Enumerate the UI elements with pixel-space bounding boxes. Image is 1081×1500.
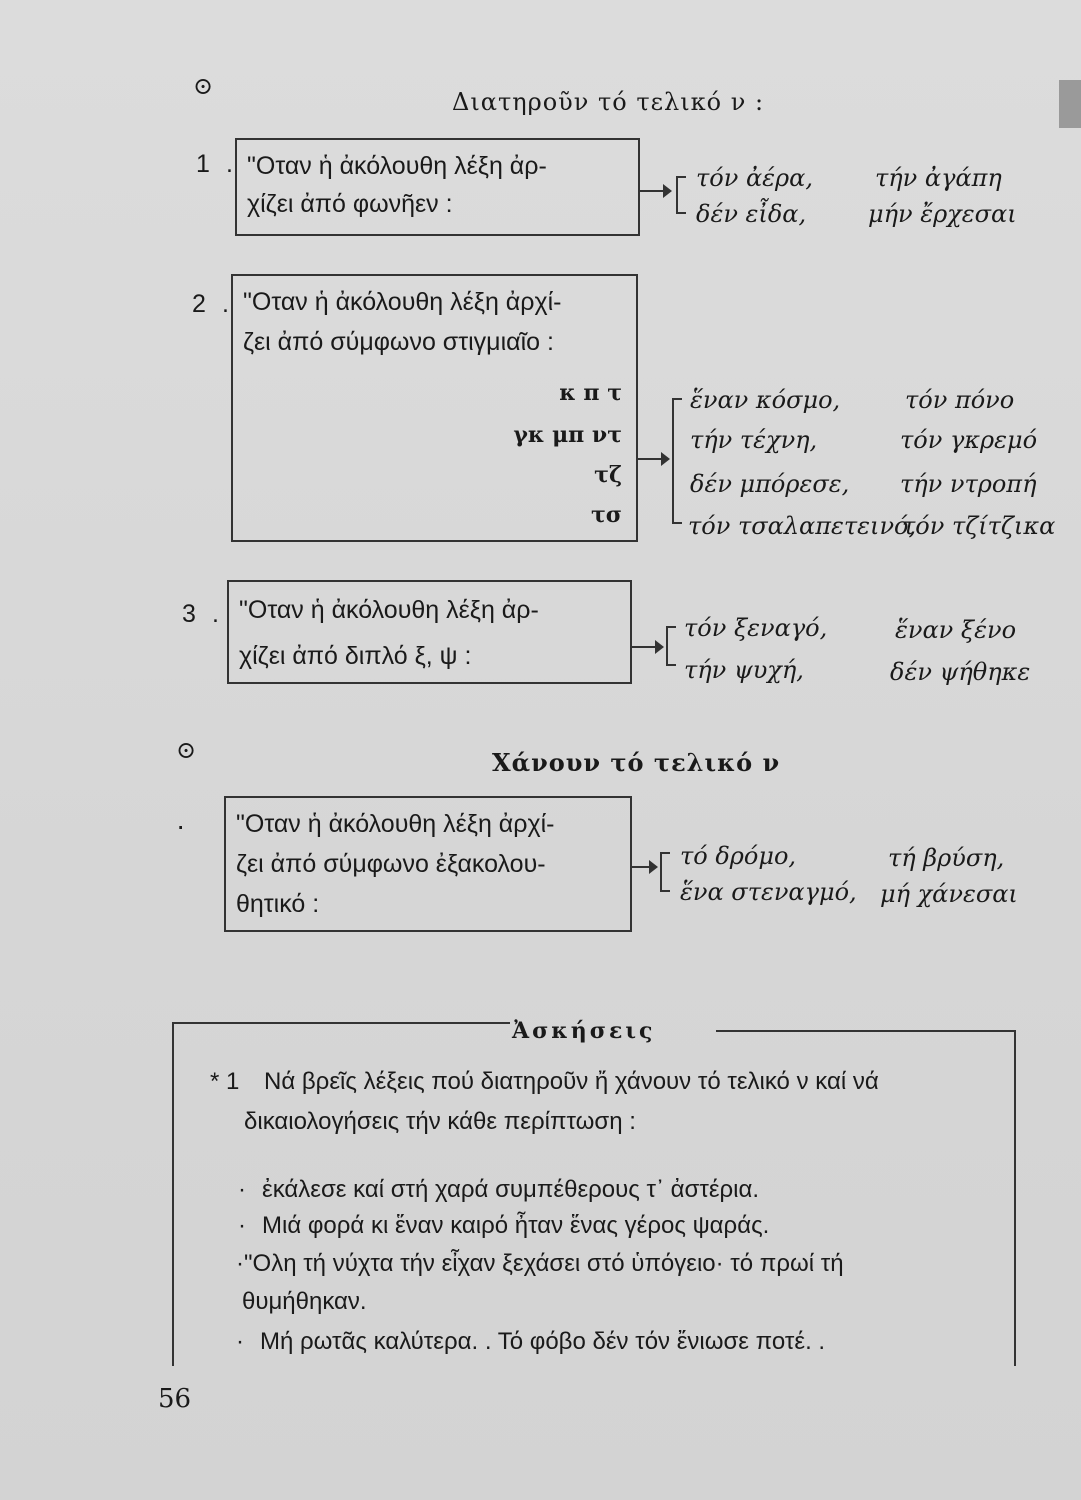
- frame-top-border: [716, 1030, 1016, 1032]
- rule-box: [224, 796, 632, 932]
- example-word: δέν μπόρεσε,: [690, 470, 850, 498]
- rule-text-line: ζει ἀπό σύμφωνο ἐξακολου-: [236, 850, 546, 878]
- example-word: τόν γκρεμό: [900, 426, 1038, 454]
- consonant-group: τσ: [590, 502, 622, 528]
- consonant-group: τζ: [594, 462, 622, 488]
- example-word: τόν τζίτζικα: [902, 512, 1056, 540]
- page-number: 56: [158, 1384, 192, 1414]
- frame-top-border: [172, 1022, 510, 1024]
- example-word: τήν ψυχή,: [684, 656, 804, 684]
- exercises-title: Ἀσκήσεις: [512, 1018, 656, 1044]
- example-word: δέν ψήθηκε: [890, 658, 1031, 686]
- rule-box: [227, 580, 632, 684]
- frame-left-border: [172, 1022, 174, 1366]
- example-word: τήν τέχνη,: [690, 426, 818, 454]
- rule-number: 2: [192, 290, 206, 318]
- section-bullet-icon: ⊙: [193, 72, 214, 100]
- section-title: Χάνουν τό τελικό ν: [492, 748, 781, 777]
- consonant-group: κ π τ: [559, 380, 622, 406]
- rule-text-line: "Οταν ἡ ἀκόλουθη λέξη ἀρ-: [239, 596, 539, 624]
- exercise-instruction: Νά βρεῖς λέξεις πού διατηροῦν ἤ χάνουν τό τελικό ν καί νά: [264, 1068, 879, 1095]
- rule-text-line: χίζει ἀπό διπλό ξ, ψ :: [239, 642, 472, 670]
- exercise-sentence: ἐκάλεσε καί στή χαρά συμπέθερους τ᾿ ἀστέρια.: [262, 1176, 760, 1203]
- frame-right-border: [1014, 1030, 1016, 1366]
- rule-text-line: χίζει ἀπό φωνῆεν :: [247, 190, 453, 218]
- rule-bullet: ·: [176, 810, 186, 841]
- arrow-icon: [640, 190, 670, 192]
- example-word: ἕναν κόσμο,: [690, 386, 841, 414]
- rule-number: 3: [182, 600, 196, 628]
- bracket-icon: [672, 398, 682, 524]
- exercise-marker: * 1: [210, 1068, 240, 1095]
- rule-box: [235, 138, 640, 236]
- page: ⊙ Διατηροῦν τό τελικό ν : 1 . "Οταν ἡ ἀκόλουθη λέξη ἀρ- χίζει ἀπό φωνῆεν : τόν ἀέρα, τήν ἀγάπη δέν εἶδα, μήν ἔρχεσαι 2 . "Οταν ἡ ἀκόλουθη λέξη ἀρχί- ζει ἀπό σύμφωνο στιγμιαῖο : κ π τ γκ μπ ντ τζ τσ ἕναν κόσμο, τόν πόνο τήν τέχνη, τόν γκρεμό δέν μπόρεσε, τήν ντροπή τόν τσαλαπετεινό, τόν τζίτζικα 3 . "Οταν ἡ ἀκόλουθη λέξη ἀρ- χίζει ἀπό διπλό ξ, ψ : τόν ξεναγό, ἕναν ξένο τήν ψυχή, δέν ψήθηκε ⊙ Χάνουν τό τελικό ν · "Οταν ἡ ἀκόλουθη λέξη ἀρχί- ζει ἀπό σύμφωνο ἐξακολου- θητικό : τό δρόμο, τή βρύση, ἕνα στεναγμό, μή χάνεσαι Ἀσκήσεις * 1 Νά βρεῖς λέξεις πού διατηροῦν ἤ χάνουν τό τελικό ν καί νά δικαιολογήσεις τήν κάθε περίπτωση : · ἐκάλεσε καί στή χαρά συμπέθερους τ᾿ ἀστέρια. · Μιά φορά κι ἕναν καιρό ἦταν ἕνας γέρος ψαράς. · "Ολη τή νύχτα τήν εἶχαν ξεχάσει στό ὑπόγειο· τό πρωί τή θυμήθηκαν. · Μή ρωτᾶς καλύτερα. . Τό φόβο δέν τόν ἔνιωσε ποτέ. . 56: [0, 0, 1081, 1500]
- rule-text-line: ζει ἀπό σύμφωνο στιγμιαῖο :: [243, 328, 554, 356]
- example-word: τό δρόμο,: [680, 842, 797, 870]
- example-word: μή χάνεσαι: [880, 880, 1018, 908]
- example-word: τόν πόνο: [905, 386, 1015, 414]
- example-word: ἕναν ξένο: [895, 616, 1017, 644]
- exercise-sentence: Μή ρωτᾶς καλύτερα. . Τό φόβο δέν τόν ἔνιωσε ποτέ. .: [260, 1328, 826, 1355]
- page-edge-tab: [1059, 80, 1081, 128]
- section-title: Διατηροῦν τό τελικό ν :: [452, 88, 765, 116]
- arrow-icon: [632, 866, 656, 868]
- rule-number: 1: [196, 150, 210, 178]
- arrow-icon: [632, 646, 662, 648]
- example-word: τόν ἀέρα,: [696, 164, 813, 192]
- bracket-icon: [666, 626, 676, 666]
- exercise-sentence-continuation: θυμήθηκαν.: [242, 1288, 367, 1315]
- example-word: τήν ἀγάπη: [875, 164, 1002, 192]
- exercise-instruction: δικαιολογήσεις τήν κάθε περίπτωση :: [244, 1108, 636, 1135]
- rule-text-line: θητικό :: [236, 890, 320, 918]
- exercise-sentence: "Ολη τή νύχτα τήν εἶχαν ξεχάσει στό ὑπόγειο· τό πρωί τή: [244, 1250, 844, 1277]
- rule-text-line: "Οταν ἡ ἀκόλουθη λέξη ἀρ-: [247, 152, 547, 180]
- example-word: τόν τσαλαπετεινό,: [688, 512, 917, 540]
- rule-box: [231, 274, 638, 542]
- example-word: δέν εἶδα,: [696, 200, 807, 228]
- example-word: τόν ξεναγό,: [684, 614, 828, 642]
- bracket-icon: [660, 852, 670, 892]
- example-word: μήν ἔρχεσαι: [868, 200, 1017, 228]
- section-bullet-icon: ⊙: [176, 736, 197, 764]
- rule-text-line: "Οταν ἡ ἀκόλουθη λέξη ἀρχί-: [236, 810, 555, 838]
- rule-text-line: "Οταν ἡ ἀκόλουθη λέξη ἀρχί-: [243, 288, 562, 316]
- exercise-sentence: Μιά φορά κι ἕναν καιρό ἦταν ἕνας γέρος ψαράς.: [262, 1212, 770, 1239]
- bracket-icon: [676, 176, 686, 214]
- arrow-icon: [638, 458, 668, 460]
- example-word: ἕνα στεναγμό,: [680, 878, 857, 906]
- example-word: τήν ντροπή: [900, 470, 1037, 498]
- consonant-group: γκ μπ ντ: [513, 422, 622, 448]
- example-word: τή βρύση,: [888, 844, 1005, 872]
